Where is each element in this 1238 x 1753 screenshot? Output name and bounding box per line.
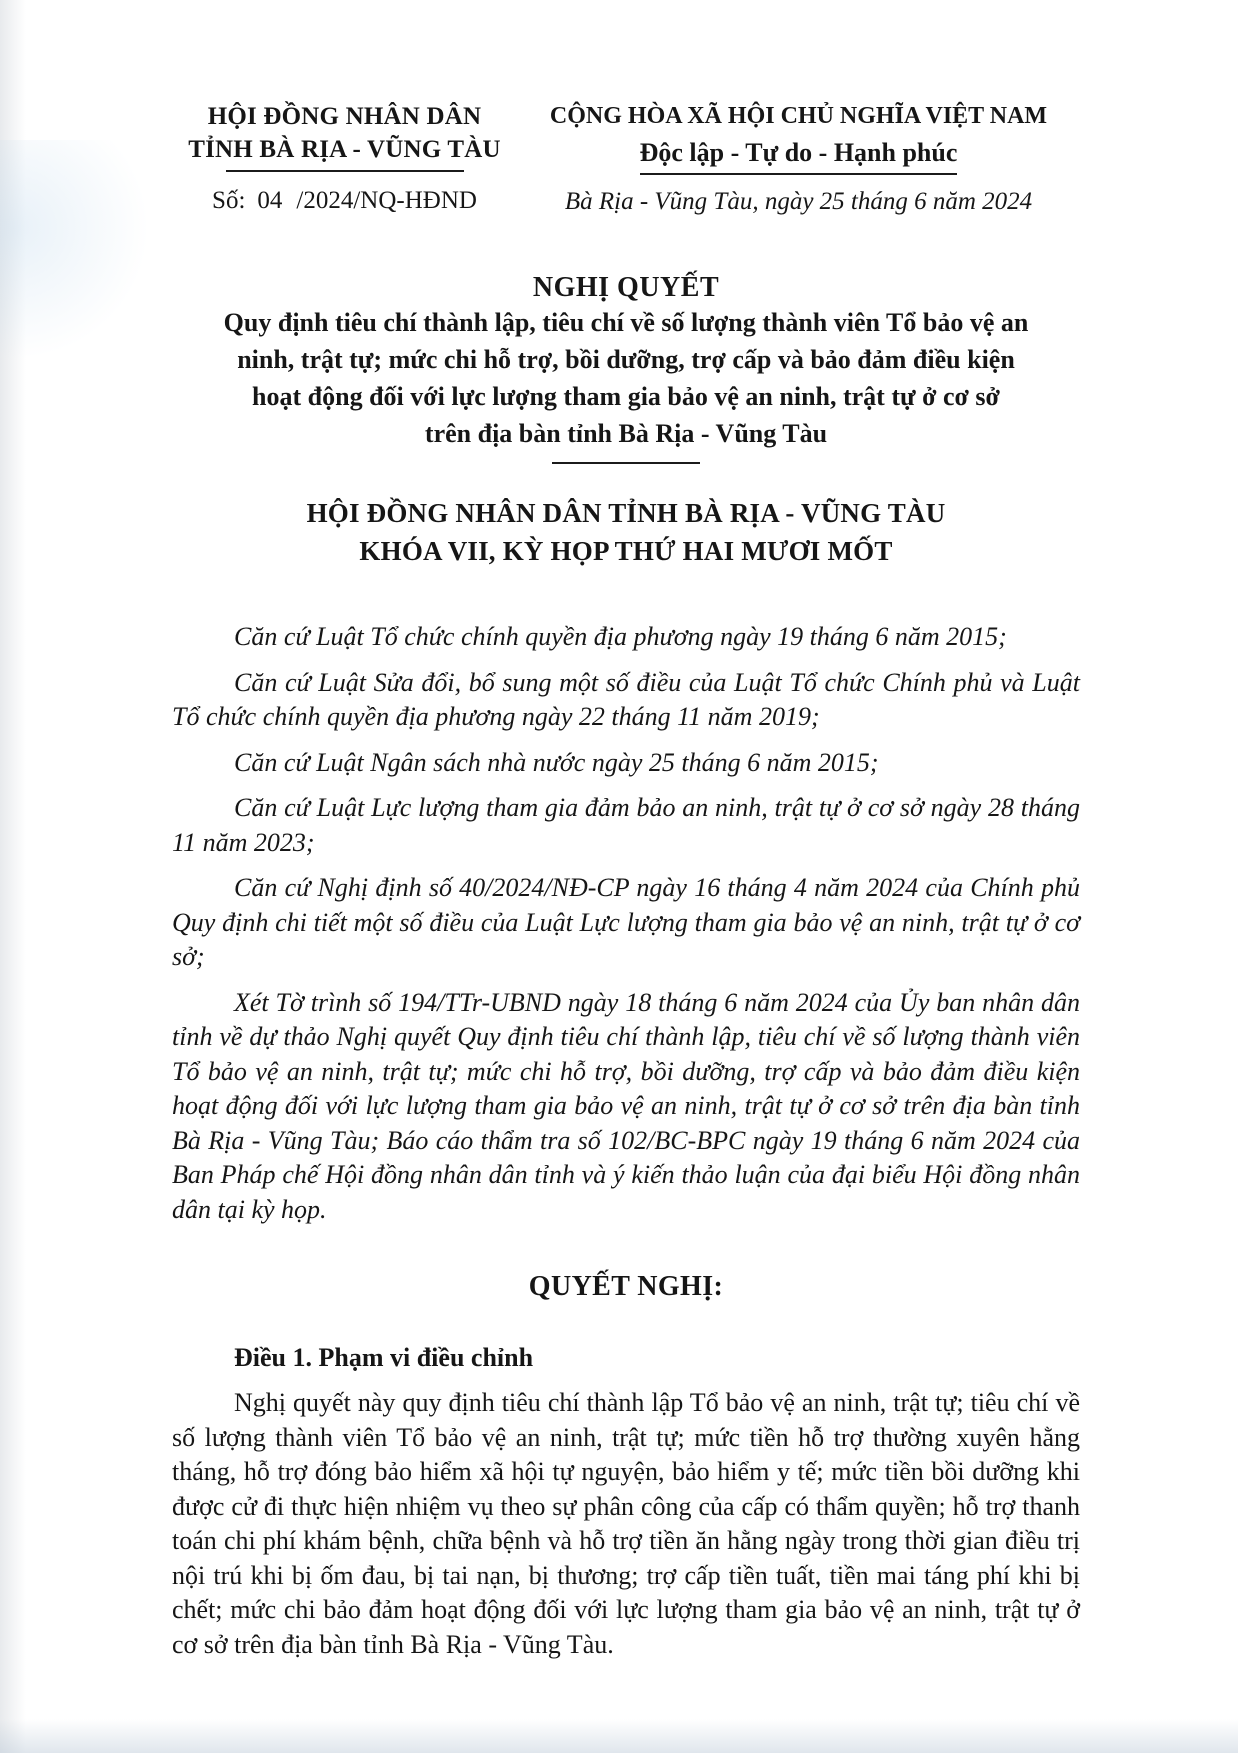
document-subject-line: hoạt động đối với lực lượng tham gia bảo vệ an ninh, trật tự ở cơ sở	[252, 382, 1000, 411]
resolve-heading: QUYẾT NGHỊ:	[528, 1271, 724, 1302]
document-number-value: 04	[257, 187, 283, 214]
document-subject-line: trên địa bàn tỉnh Bà Rịa - Vũng Tàu	[424, 419, 828, 448]
document-subject-line: ninh, trật tự; mức chi hỗ trợ, bồi dưỡng, trợ cấp và bảo đảm điều kiện	[237, 345, 1015, 374]
issuer-heading-line1: HỘI ĐỒNG NHÂN DÂN TỈNH BÀ RỊA - VŨNG TÀU	[306, 498, 946, 528]
national-motto	[517, 136, 1080, 175]
national-motto-block	[517, 100, 1080, 216]
article-1-body: Nghị quyết này quy định tiêu chí thành lập Tổ bảo vệ an ninh, trật tự; tiêu chí về số lượng thành viên Tổ bảo vệ an ninh, trật tự; mức tiền hỗ trợ thường xuyên hằng tháng, hỗ trợ đóng bảo hiểm xã hội tự nguyện, bảo hiểm y tế; mức tiền bồi dưỡng khi được cử đi thực hiện nhiệm vụ theo sự phân công của cấp có thẩm quyền; hỗ trợ thanh toán chi phí khám bệnh, chữa bệnh và hỗ trợ tiền ăn hằng ngày trong thời gian điều trị nội trú khi bị ốm đau, bị tai nạn, bị thương; trợ cấp tiền tuất, tiền mai táng phí khi bị chết; mức chi bảo đảm hoạt động đối với lực lượng tham gia bảo vệ an ninh, trật tự ở cơ sở trên địa bàn tỉnh Bà Rịa - Vũng Tàu.	[172, 1388, 1080, 1659]
document-number	[172, 187, 517, 215]
document-subject-line: Quy định tiêu chí thành lập, tiêu chí về số lượng thành viên Tổ bảo vệ an	[223, 308, 1029, 337]
national-motto-text: Độc lập - Tự do - Hạnh phúc	[640, 136, 958, 175]
national-title: CỘNG HÒA XÃ HỘI CHỦ NGHĨA VIỆT NAM	[549, 103, 1048, 129]
issuing-authority-block	[172, 100, 517, 215]
preamble-paragraph: Căn cứ Luật Lực lượng tham gia đảm bảo an ninh, trật tự ở cơ sở ngày 28 tháng 11 năm 2023;	[172, 793, 1080, 857]
authority-name-line2	[172, 133, 517, 172]
article-1-section	[172, 1343, 1080, 1662]
place-dateline: Bà Rịa - Vũng Tàu, ngày 25 tháng 6 năm 2024	[564, 188, 1033, 215]
preamble-paragraph: Căn cứ Luật Tổ chức chính quyền địa phương ngày 19 tháng 6 năm 2015;	[234, 622, 1007, 651]
preamble-section	[172, 620, 1080, 1227]
scan-shadow-bottom-edge	[0, 1719, 1238, 1753]
authority-name-line1: HỘI ĐỒNG NHÂN DÂN	[207, 103, 482, 130]
issuer-heading-line2: KHÓA VII, KỲ HỌP THỨ HAI MƯƠI MỐT	[359, 536, 893, 566]
document-type-title: NGHỊ QUYẾT	[532, 272, 720, 303]
preamble-paragraph: Căn cứ Luật Ngân sách nhà nước ngày 25 tháng 6 năm 2015;	[234, 747, 879, 777]
preamble-paragraph: Căn cứ Nghị định số 40/2024/NĐ-CP ngày 16 tháng 4 năm 2024 của Chính phủ Quy định chi tiết một số điều của Luật Lực lượng tham gia bảo vệ an ninh, trật tự ở cơ sở;	[172, 873, 1080, 971]
preamble-paragraph: Xét Tờ trình số 194/TTr-UBND ngày 18 tháng 6 năm 2024 của Ủy ban nhân dân tỉnh về dự thảo Nghị quyết Quy định tiêu chí thành lập, tiêu chí về số lượng thành viên Tổ bảo vệ an ninh, trật tự; mức chi hỗ trợ, bồi dưỡng, trợ cấp và bảo đảm điều kiện hoạt động đối với lực lượng tham gia bảo vệ an ninh, trật tự ở cơ sở trên địa bàn tỉnh Bà Rịa - Vũng Tàu; Báo cáo thẩm tra số 102/BC-BPC ngày 19 tháng 6 năm 2024 của Ban Pháp chế Hội đồng nhân dân tỉnh và ý kiến thảo luận của đại biểu Hội đồng nhân dân tại kỳ họp.	[172, 987, 1080, 1224]
document-header	[172, 100, 1080, 216]
document-title-block	[172, 272, 1080, 464]
title-separator-line	[552, 462, 700, 464]
article-1-heading: Điều 1. Phạm vi điều chỉnh	[234, 1343, 534, 1372]
document-number-label: Số:	[212, 187, 246, 214]
preamble-paragraph: Căn cứ Luật Sửa đổi, bổ sung một số điều của Luật Tổ chức Chính phủ và Luật Tổ chức chính quyền địa phương ngày 22 tháng 11 năm 2019;	[172, 667, 1080, 731]
document-number-suffix: /2024/NQ-HĐND	[296, 187, 477, 214]
authority-name-line2-text: TỈNH BÀ RỊA - VŨNG TÀU	[188, 136, 501, 163]
issuer-heading-block	[172, 494, 1080, 570]
